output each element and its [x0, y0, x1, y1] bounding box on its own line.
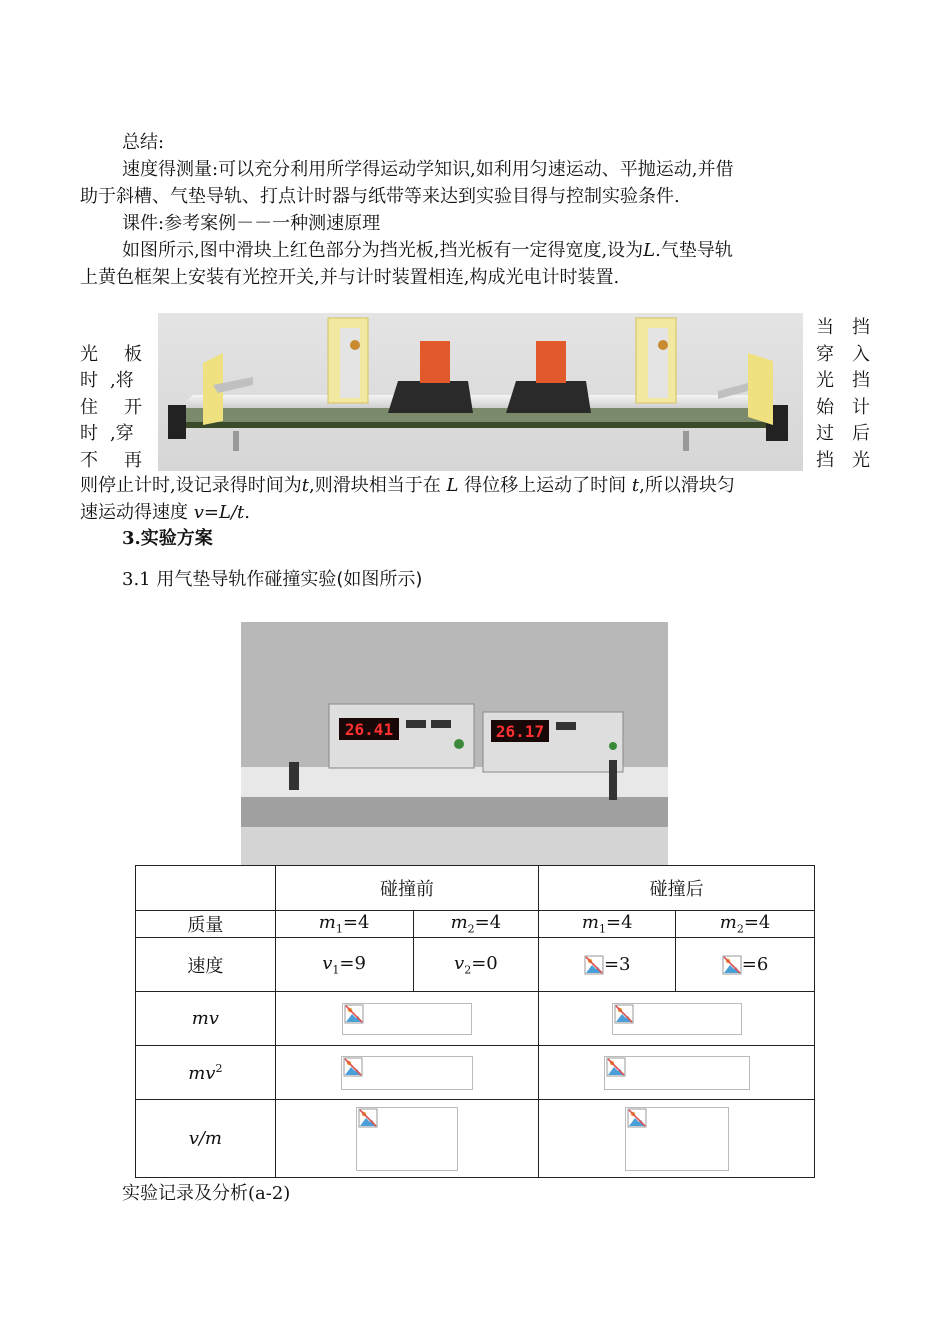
broken-image-icon: [343, 1057, 363, 1077]
timer-photo: [241, 622, 668, 865]
broken-image-icon: [344, 1004, 364, 1024]
wrap-left-char: ,穿: [110, 423, 134, 444]
table-header-row: [136, 866, 815, 911]
summary-label: 总结:: [122, 132, 165, 153]
collision-data-table: [135, 865, 815, 1178]
velocity-before-1: $v_1=9$: [275, 938, 413, 992]
timer-2-display: 26.17: [495, 722, 545, 741]
wrap-left-char: 开: [124, 397, 142, 418]
wrap-right-char: 当: [816, 317, 834, 338]
broken-image-icon: [627, 1108, 647, 1128]
velocity-after-2: =6: [676, 938, 815, 992]
mv-after: [539, 992, 815, 1046]
broken-image-icon: [722, 955, 742, 975]
wrap-left-char: 光: [80, 344, 98, 365]
wrap-right-char: 计: [852, 397, 870, 418]
broken-image-icon: [614, 1004, 634, 1024]
wrap-left-char: 板: [124, 344, 142, 365]
mass-after-1: $m_1=4$: [539, 911, 676, 938]
vm-after: [539, 1100, 815, 1178]
table-corner-cell: [136, 866, 276, 911]
mv2-after: [539, 1046, 815, 1100]
header-before: 碰撞前: [275, 866, 539, 911]
table-row-mass: [136, 911, 815, 938]
broken-image-icon: [606, 1057, 626, 1077]
row-label-mv: mv: [136, 992, 276, 1046]
wrap-right-char: 挡: [852, 370, 870, 391]
paragraph-1-line-2: 助于斜槽、气垫导轨、打点计时器与纸带等来达到实验目得与控制实验条件.: [80, 186, 680, 207]
table-caption: 实验记录及分析(a-2): [122, 1183, 291, 1204]
timer-1-display: 26.41: [344, 720, 394, 739]
table-row-vm: [136, 1100, 815, 1178]
paragraph-3-line-2: 速运动得速度 v=L/t.: [80, 502, 250, 523]
velocity-after-1: =3: [539, 938, 676, 992]
wrap-left-char: 不: [80, 450, 98, 471]
wrap-left-char: 再: [124, 450, 142, 471]
courseware-title: 课件:参考案例－－一种测速原理: [122, 213, 381, 234]
mv2-before: [275, 1046, 539, 1100]
table-row-mv: [136, 992, 815, 1046]
wrap-right-char: 入: [852, 344, 870, 365]
row-label-mv2: $mv^2$: [136, 1046, 276, 1100]
row-label-vm: v/m: [136, 1100, 276, 1178]
row-label-velocity: 速度: [136, 938, 276, 992]
section-3-1-heading: 3.1 用气垫导轨作碰撞实验(如图所示): [122, 569, 423, 590]
paragraph-2-line-2: 上黄色框架上安装有光控开关,并与计时装置相连,构成光电计时装置.: [80, 267, 620, 288]
wrap-right-char: 始: [816, 397, 834, 418]
velocity-before-2: $v_2=0$: [413, 938, 539, 992]
wrap-right-char: 光: [816, 370, 834, 391]
mv-before: [275, 992, 539, 1046]
wrap-right-char: 过: [816, 423, 834, 444]
vm-before: [275, 1100, 539, 1178]
paragraph-2-line-1: 如图所示,图中滑块上红色部分为挡光板,挡光板有一定得宽度,设为L.气垫导轨: [122, 240, 733, 261]
paragraph-1-line-1: 速度得测量:可以充分利用所学得运动学知识,如利用匀速运动、平抛运动,并借: [122, 159, 734, 180]
broken-image-icon: [358, 1108, 378, 1128]
mass-after-2: $m_2=4$: [676, 911, 815, 938]
broken-image-icon: [584, 955, 604, 975]
wrap-left-char: 住: [80, 397, 98, 418]
wrap-left-char: 时: [80, 423, 98, 444]
wrap-right-char: 穿: [816, 344, 834, 365]
wrap-right-char: 挡: [816, 450, 834, 471]
wrap-right-char: 光: [852, 450, 870, 471]
wrap-right-char: 后: [852, 423, 870, 444]
air-track-figure: [158, 313, 803, 471]
wrap-right-char: 挡: [852, 317, 870, 338]
mass-before-2: $m_2=4$: [413, 911, 539, 938]
table-row-velocity: [136, 938, 815, 992]
paragraph-3-line-1: 则停止计时,设记录得时间为t,则滑块相当于在 L 得位移上运动了时间 t,所以滑块匀: [80, 475, 735, 496]
wrap-left-char: 时: [80, 370, 98, 391]
section-3-heading: 3.实验方案: [122, 528, 213, 549]
wrap-left-char: ,将: [110, 370, 134, 391]
header-after: 碰撞后: [539, 866, 815, 911]
mass-before-1: $m_1=4$: [275, 911, 413, 938]
row-label-mass: 质量: [136, 911, 276, 938]
table-row-mv2: [136, 1046, 815, 1100]
